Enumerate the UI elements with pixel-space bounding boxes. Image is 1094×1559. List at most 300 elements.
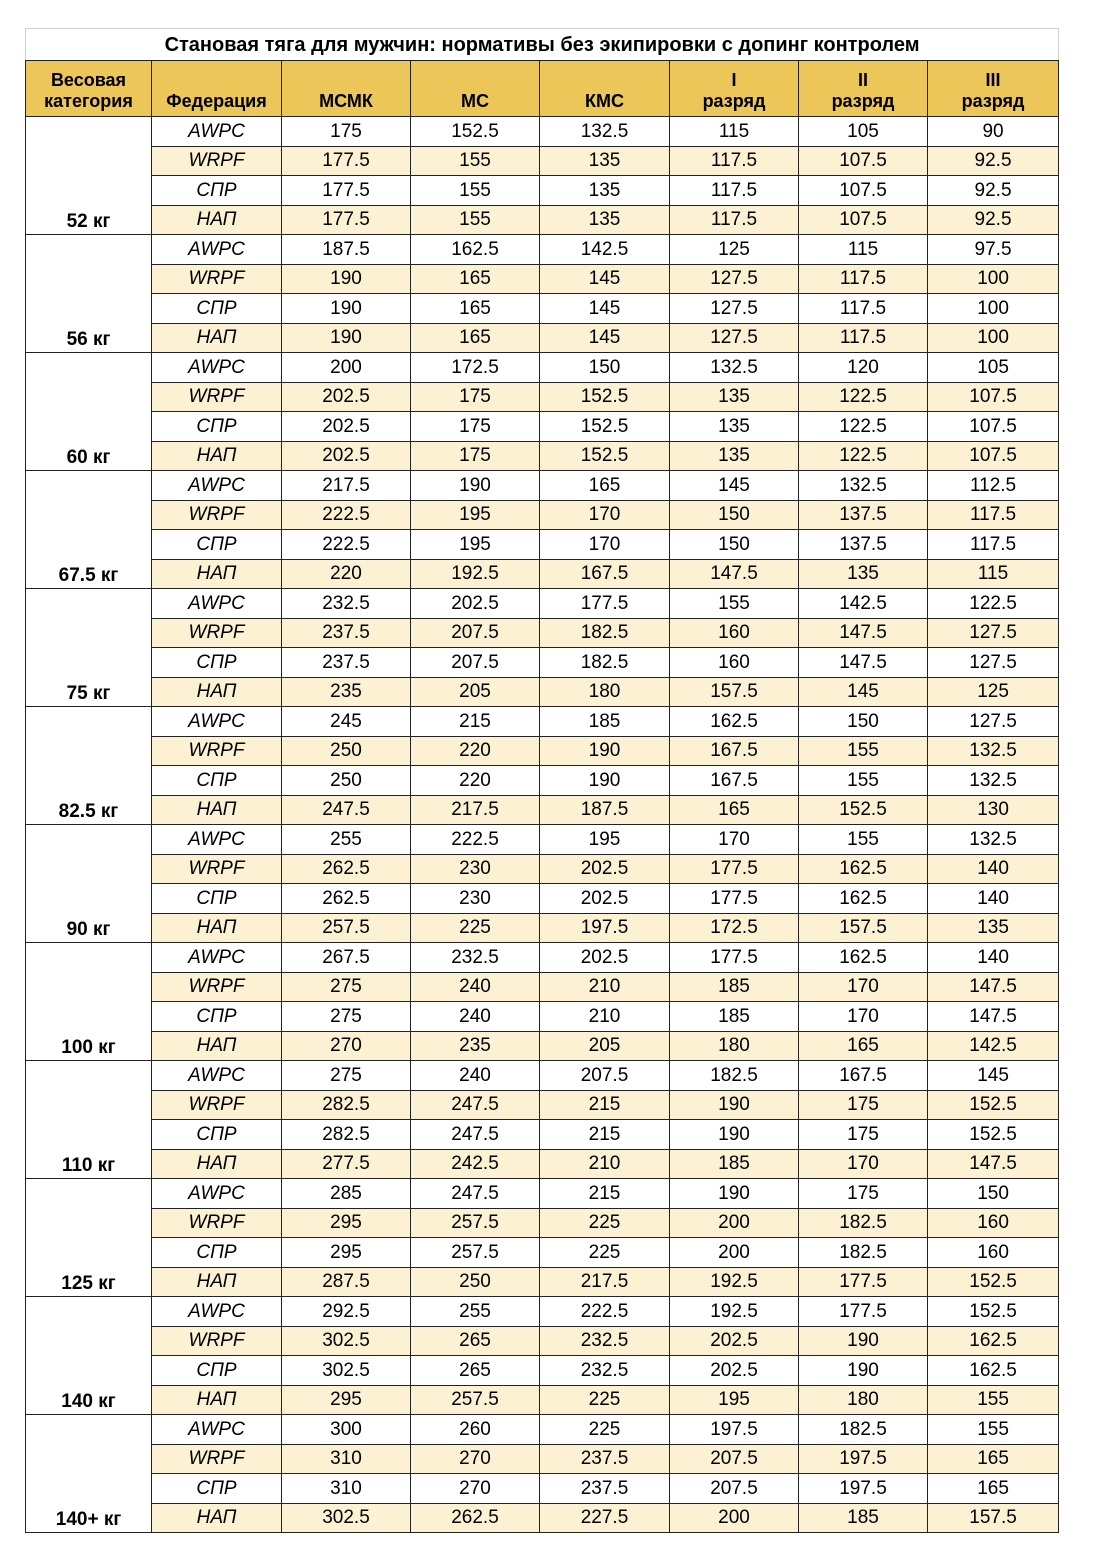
rank-2-value-cell: 175: [799, 1090, 928, 1120]
kms-value-cell: 202.5: [540, 943, 670, 973]
msmk-value-cell: 190: [282, 294, 411, 324]
msmk-value-cell: 285: [282, 1179, 411, 1209]
kms-value-cell: 210: [540, 972, 670, 1002]
kms-value-cell: 180: [540, 677, 670, 707]
federation-cell: СПР: [152, 648, 282, 678]
rank-3-value-cell: 100: [928, 323, 1059, 353]
msmk-value-cell: 275: [282, 1002, 411, 1032]
federation-cell: СПР: [152, 412, 282, 442]
rank-3-value-cell: 92.5: [928, 176, 1059, 206]
federation-cell: НАП: [152, 1149, 282, 1179]
weight-category-cell: 90 кг: [26, 825, 152, 943]
ms-value-cell: 262.5: [411, 1503, 540, 1533]
rank-1-value-cell: 150: [670, 500, 799, 530]
kms-value-cell: 165: [540, 471, 670, 501]
table-row: [26, 1208, 1059, 1238]
rank-2-value-cell: 105: [799, 117, 928, 147]
table-row: [26, 1474, 1059, 1504]
rank-2-value-cell: 182.5: [799, 1208, 928, 1238]
kms-value-cell: 145: [540, 294, 670, 324]
ms-value-cell: 222.5: [411, 825, 540, 855]
federation-cell: AWPC: [152, 1297, 282, 1327]
federation-cell: WRPF: [152, 1444, 282, 1474]
kms-value-cell: 232.5: [540, 1356, 670, 1386]
rank-2-value-cell: 155: [799, 736, 928, 766]
header-msmk: МСМК: [282, 61, 411, 117]
ms-value-cell: 155: [411, 176, 540, 206]
rank-2-value-cell: 122.5: [799, 441, 928, 471]
federation-cell: СПР: [152, 176, 282, 206]
rank-3-value-cell: 117.5: [928, 500, 1059, 530]
msmk-value-cell: 237.5: [282, 618, 411, 648]
ms-value-cell: 220: [411, 766, 540, 796]
kms-value-cell: 195: [540, 825, 670, 855]
msmk-value-cell: 187.5: [282, 235, 411, 265]
rank-1-value-cell: 160: [670, 648, 799, 678]
table-row: [26, 943, 1059, 973]
kms-value-cell: 215: [540, 1090, 670, 1120]
ms-value-cell: 220: [411, 736, 540, 766]
rank-3-value-cell: 122.5: [928, 589, 1059, 619]
rank-3-value-cell: 155: [928, 1415, 1059, 1445]
federation-cell: WRPF: [152, 146, 282, 176]
rank-1-value-cell: 197.5: [670, 1415, 799, 1445]
rank-2-value-cell: 147.5: [799, 648, 928, 678]
federation-cell: СПР: [152, 294, 282, 324]
rank-1-value-cell: 155: [670, 589, 799, 619]
rank-1-value-cell: 190: [670, 1090, 799, 1120]
federation-cell: СПР: [152, 1356, 282, 1386]
deadlift-standards-table: [25, 28, 1059, 1533]
federation-cell: СПР: [152, 1474, 282, 1504]
msmk-value-cell: 257.5: [282, 913, 411, 943]
federation-cell: AWPC: [152, 707, 282, 737]
rank-1-value-cell: 172.5: [670, 913, 799, 943]
ms-value-cell: 232.5: [411, 943, 540, 973]
ms-value-cell: 202.5: [411, 589, 540, 619]
rank-1-value-cell: 115: [670, 117, 799, 147]
table-row: [26, 441, 1059, 471]
ms-value-cell: 247.5: [411, 1120, 540, 1150]
rank-3-value-cell: 147.5: [928, 1149, 1059, 1179]
federation-cell: WRPF: [152, 500, 282, 530]
ms-value-cell: 257.5: [411, 1208, 540, 1238]
kms-value-cell: 225: [540, 1385, 670, 1415]
rank-2-value-cell: 150: [799, 707, 928, 737]
rank-3-value-cell: 162.5: [928, 1326, 1059, 1356]
msmk-value-cell: 220: [282, 559, 411, 589]
msmk-value-cell: 295: [282, 1208, 411, 1238]
rank-1-value-cell: 167.5: [670, 766, 799, 796]
table-row: [26, 235, 1059, 265]
ms-value-cell: 192.5: [411, 559, 540, 589]
header-rank-1: I разряд: [670, 61, 799, 117]
msmk-value-cell: 190: [282, 264, 411, 294]
table-row: [26, 1238, 1059, 1268]
msmk-value-cell: 177.5: [282, 205, 411, 235]
table-row: [26, 176, 1059, 206]
rank-3-value-cell: 105: [928, 353, 1059, 383]
msmk-value-cell: 177.5: [282, 146, 411, 176]
rank-1-value-cell: 202.5: [670, 1326, 799, 1356]
table-row: [26, 1444, 1059, 1474]
rank-3-value-cell: 165: [928, 1474, 1059, 1504]
federation-cell: WRPF: [152, 736, 282, 766]
ms-value-cell: 230: [411, 884, 540, 914]
federation-cell: НАП: [152, 913, 282, 943]
rank-2-value-cell: 190: [799, 1356, 928, 1386]
rank-1-value-cell: 200: [670, 1503, 799, 1533]
ms-value-cell: 155: [411, 205, 540, 235]
rank-3-value-cell: 152.5: [928, 1120, 1059, 1150]
rank-3-value-cell: 140: [928, 943, 1059, 973]
federation-cell: AWPC: [152, 825, 282, 855]
weight-category-cell: 140+ кг: [26, 1415, 152, 1533]
rank-2-value-cell: 157.5: [799, 913, 928, 943]
msmk-value-cell: 275: [282, 972, 411, 1002]
rank-3-value-cell: 142.5: [928, 1031, 1059, 1061]
rank-1-value-cell: 150: [670, 530, 799, 560]
rank-3-value-cell: 130: [928, 795, 1059, 825]
rank-1-value-cell: 132.5: [670, 353, 799, 383]
msmk-value-cell: 267.5: [282, 943, 411, 973]
ms-value-cell: 225: [411, 913, 540, 943]
table-row: [26, 913, 1059, 943]
ms-value-cell: 175: [411, 382, 540, 412]
table-row: [26, 264, 1059, 294]
rank-1-value-cell: 167.5: [670, 736, 799, 766]
table-title: Становая тяга для мужчин: нормативы без экипировки с допинг контролем: [26, 29, 1059, 61]
msmk-value-cell: 255: [282, 825, 411, 855]
rank-1-value-cell: 185: [670, 972, 799, 1002]
weight-category-cell: 140 кг: [26, 1297, 152, 1415]
rank-1-value-cell: 200: [670, 1208, 799, 1238]
ms-value-cell: 155: [411, 146, 540, 176]
table-row: [26, 1297, 1059, 1327]
rank-1-value-cell: 135: [670, 382, 799, 412]
msmk-value-cell: 235: [282, 677, 411, 707]
rank-2-value-cell: 162.5: [799, 854, 928, 884]
rank-2-value-cell: 177.5: [799, 1267, 928, 1297]
kms-value-cell: 145: [540, 264, 670, 294]
rank-1-value-cell: 177.5: [670, 884, 799, 914]
federation-cell: НАП: [152, 1503, 282, 1533]
federation-cell: AWPC: [152, 353, 282, 383]
kms-value-cell: 167.5: [540, 559, 670, 589]
table-row: [26, 1356, 1059, 1386]
table-row: [26, 500, 1059, 530]
kms-value-cell: 227.5: [540, 1503, 670, 1533]
msmk-value-cell: 222.5: [282, 500, 411, 530]
rank-2-value-cell: 117.5: [799, 294, 928, 324]
ms-value-cell: 175: [411, 441, 540, 471]
kms-value-cell: 215: [540, 1179, 670, 1209]
rank-1-value-cell: 170: [670, 825, 799, 855]
rank-3-value-cell: 147.5: [928, 972, 1059, 1002]
rank-1-value-cell: 180: [670, 1031, 799, 1061]
federation-cell: WRPF: [152, 382, 282, 412]
table-row: [26, 1090, 1059, 1120]
table-row: [26, 559, 1059, 589]
kms-value-cell: 210: [540, 1149, 670, 1179]
table-row: [26, 854, 1059, 884]
table-row: [26, 1503, 1059, 1533]
table-row: [26, 825, 1059, 855]
ms-value-cell: 242.5: [411, 1149, 540, 1179]
rank-2-value-cell: 197.5: [799, 1444, 928, 1474]
msmk-value-cell: 217.5: [282, 471, 411, 501]
kms-value-cell: 225: [540, 1208, 670, 1238]
msmk-value-cell: 302.5: [282, 1326, 411, 1356]
federation-cell: СПР: [152, 1002, 282, 1032]
ms-value-cell: 247.5: [411, 1090, 540, 1120]
ms-value-cell: 257.5: [411, 1385, 540, 1415]
msmk-value-cell: 200: [282, 353, 411, 383]
rank-1-value-cell: 127.5: [670, 264, 799, 294]
rank-2-value-cell: 107.5: [799, 146, 928, 176]
rank-3-value-cell: 92.5: [928, 205, 1059, 235]
kms-value-cell: 202.5: [540, 884, 670, 914]
kms-value-cell: 187.5: [540, 795, 670, 825]
rank-3-value-cell: 107.5: [928, 382, 1059, 412]
rank-2-value-cell: 135: [799, 559, 928, 589]
rank-3-value-cell: 132.5: [928, 825, 1059, 855]
kms-value-cell: 177.5: [540, 589, 670, 619]
rank-1-value-cell: 145: [670, 471, 799, 501]
table-row: [26, 530, 1059, 560]
federation-cell: НАП: [152, 677, 282, 707]
msmk-value-cell: 250: [282, 766, 411, 796]
weight-category-cell: 56 кг: [26, 235, 152, 353]
ms-value-cell: 250: [411, 1267, 540, 1297]
table-row: [26, 294, 1059, 324]
rank-3-value-cell: 115: [928, 559, 1059, 589]
federation-cell: НАП: [152, 441, 282, 471]
rank-1-value-cell: 135: [670, 412, 799, 442]
table-row: [26, 736, 1059, 766]
table-row: [26, 323, 1059, 353]
table-row: [26, 1179, 1059, 1209]
msmk-value-cell: 277.5: [282, 1149, 411, 1179]
msmk-value-cell: 245: [282, 707, 411, 737]
table-row: [26, 471, 1059, 501]
federation-cell: НАП: [152, 1267, 282, 1297]
ms-value-cell: 217.5: [411, 795, 540, 825]
rank-2-value-cell: 162.5: [799, 943, 928, 973]
msmk-value-cell: 202.5: [282, 412, 411, 442]
kms-value-cell: 152.5: [540, 382, 670, 412]
kms-value-cell: 152.5: [540, 441, 670, 471]
ms-value-cell: 175: [411, 412, 540, 442]
ms-value-cell: 152.5: [411, 117, 540, 147]
msmk-value-cell: 310: [282, 1474, 411, 1504]
kms-value-cell: 145: [540, 323, 670, 353]
rank-2-value-cell: 107.5: [799, 205, 928, 235]
rank-1-value-cell: 135: [670, 441, 799, 471]
msmk-value-cell: 282.5: [282, 1120, 411, 1150]
weight-category-cell: 75 кг: [26, 589, 152, 707]
kms-value-cell: 170: [540, 500, 670, 530]
rank-3-value-cell: 150: [928, 1179, 1059, 1209]
kms-value-cell: 135: [540, 146, 670, 176]
rank-3-value-cell: 100: [928, 294, 1059, 324]
rank-2-value-cell: 182.5: [799, 1238, 928, 1268]
msmk-value-cell: 202.5: [282, 441, 411, 471]
rank-1-value-cell: 157.5: [670, 677, 799, 707]
ms-value-cell: 240: [411, 972, 540, 1002]
ms-value-cell: 162.5: [411, 235, 540, 265]
rank-2-value-cell: 117.5: [799, 323, 928, 353]
rank-1-value-cell: 117.5: [670, 205, 799, 235]
rank-2-value-cell: 115: [799, 235, 928, 265]
rank-3-value-cell: 97.5: [928, 235, 1059, 265]
rank-1-value-cell: 207.5: [670, 1474, 799, 1504]
federation-cell: НАП: [152, 559, 282, 589]
rank-3-value-cell: 145: [928, 1061, 1059, 1091]
rank-3-value-cell: 147.5: [928, 1002, 1059, 1032]
header-weight-line1: Весовая: [50, 70, 127, 90]
msmk-value-cell: 295: [282, 1385, 411, 1415]
kms-value-cell: 205: [540, 1031, 670, 1061]
rank-3-value-cell: 90: [928, 117, 1059, 147]
rank-2-value-cell: 170: [799, 1002, 928, 1032]
rank-3-value-cell: 132.5: [928, 766, 1059, 796]
rank-2-value-cell: 175: [799, 1179, 928, 1209]
msmk-value-cell: 177.5: [282, 176, 411, 206]
kms-value-cell: 150: [540, 353, 670, 383]
federation-cell: AWPC: [152, 1179, 282, 1209]
kms-value-cell: 132.5: [540, 117, 670, 147]
ms-value-cell: 255: [411, 1297, 540, 1327]
rank-1-value-cell: 195: [670, 1385, 799, 1415]
rank-1-value-cell: 202.5: [670, 1356, 799, 1386]
msmk-value-cell: 202.5: [282, 382, 411, 412]
rank-1-value-cell: 182.5: [670, 1061, 799, 1091]
federation-cell: WRPF: [152, 618, 282, 648]
kms-value-cell: 207.5: [540, 1061, 670, 1091]
header-federation: Федерация: [152, 61, 282, 117]
rank-2-value-cell: 132.5: [799, 471, 928, 501]
kms-value-cell: 202.5: [540, 854, 670, 884]
rank-3-value-cell: 92.5: [928, 146, 1059, 176]
ms-value-cell: 270: [411, 1474, 540, 1504]
msmk-value-cell: 250: [282, 736, 411, 766]
rank-1-value-cell: 207.5: [670, 1444, 799, 1474]
ms-value-cell: 270: [411, 1444, 540, 1474]
federation-cell: НАП: [152, 795, 282, 825]
rank-2-value-cell: 180: [799, 1385, 928, 1415]
rank-2-value-cell: 137.5: [799, 500, 928, 530]
column-header-row: [26, 61, 1059, 117]
ms-value-cell: 240: [411, 1002, 540, 1032]
federation-cell: AWPC: [152, 1061, 282, 1091]
federation-cell: СПР: [152, 1120, 282, 1150]
rank-3-value-cell: 127.5: [928, 618, 1059, 648]
rank-2-value-cell: 167.5: [799, 1061, 928, 1091]
federation-cell: WRPF: [152, 1326, 282, 1356]
rank-1-value-cell: 185: [670, 1149, 799, 1179]
rank-2-value-cell: 147.5: [799, 618, 928, 648]
rank-2-value-cell: 117.5: [799, 264, 928, 294]
table-row: [26, 766, 1059, 796]
rank-3-value-cell: 127.5: [928, 707, 1059, 737]
federation-cell: AWPC: [152, 471, 282, 501]
kms-value-cell: 197.5: [540, 913, 670, 943]
federation-cell: СПР: [152, 884, 282, 914]
kms-value-cell: 142.5: [540, 235, 670, 265]
table-row: [26, 1061, 1059, 1091]
rank-3-value-cell: 152.5: [928, 1090, 1059, 1120]
rank-1-value-cell: 147.5: [670, 559, 799, 589]
federation-cell: WRPF: [152, 1090, 282, 1120]
msmk-value-cell: 262.5: [282, 854, 411, 884]
rank-3-value-cell: 100: [928, 264, 1059, 294]
kms-value-cell: 135: [540, 176, 670, 206]
table-row: [26, 205, 1059, 235]
msmk-value-cell: 287.5: [282, 1267, 411, 1297]
ms-value-cell: 195: [411, 530, 540, 560]
table-body: [26, 117, 1059, 1533]
msmk-value-cell: 295: [282, 1238, 411, 1268]
federation-cell: СПР: [152, 1238, 282, 1268]
table-row: [26, 117, 1059, 147]
msmk-value-cell: 237.5: [282, 648, 411, 678]
kms-value-cell: 225: [540, 1238, 670, 1268]
kms-value-cell: 190: [540, 766, 670, 796]
ms-value-cell: 172.5: [411, 353, 540, 383]
msmk-value-cell: 247.5: [282, 795, 411, 825]
federation-cell: WRPF: [152, 854, 282, 884]
table-row: [26, 707, 1059, 737]
ms-value-cell: 207.5: [411, 648, 540, 678]
rank-1-value-cell: 190: [670, 1179, 799, 1209]
rank-1-value-cell: 117.5: [670, 146, 799, 176]
table-row: [26, 412, 1059, 442]
rank-3-value-cell: 160: [928, 1238, 1059, 1268]
msmk-value-cell: 232.5: [282, 589, 411, 619]
ms-value-cell: 230: [411, 854, 540, 884]
rank-3-value-cell: 162.5: [928, 1356, 1059, 1386]
weight-category-cell: 82.5 кг: [26, 707, 152, 825]
rank-2-value-cell: 120: [799, 353, 928, 383]
rank-2-value-cell: 145: [799, 677, 928, 707]
table-row: [26, 382, 1059, 412]
table-row: [26, 1149, 1059, 1179]
weight-category-cell: 52 кг: [26, 117, 152, 235]
kms-value-cell: 182.5: [540, 648, 670, 678]
kms-value-cell: 170: [540, 530, 670, 560]
federation-cell: СПР: [152, 766, 282, 796]
rank-1-value-cell: 200: [670, 1238, 799, 1268]
rank-3-value-cell: 117.5: [928, 530, 1059, 560]
rank-1-value-cell: 177.5: [670, 943, 799, 973]
msmk-value-cell: 302.5: [282, 1503, 411, 1533]
rank-1-value-cell: 117.5: [670, 176, 799, 206]
rank-3-value-cell: 107.5: [928, 441, 1059, 471]
rank-2-value-cell: 155: [799, 825, 928, 855]
ms-value-cell: 260: [411, 1415, 540, 1445]
rank-3-value-cell: 140: [928, 884, 1059, 914]
kms-value-cell: 185: [540, 707, 670, 737]
ms-value-cell: 165: [411, 264, 540, 294]
msmk-value-cell: 190: [282, 323, 411, 353]
federation-cell: НАП: [152, 323, 282, 353]
rank-1-value-cell: 162.5: [670, 707, 799, 737]
rank-3-value-cell: 152.5: [928, 1267, 1059, 1297]
msmk-value-cell: 302.5: [282, 1356, 411, 1386]
rank-2-value-cell: 122.5: [799, 382, 928, 412]
rank-3-value-cell: 127.5: [928, 648, 1059, 678]
